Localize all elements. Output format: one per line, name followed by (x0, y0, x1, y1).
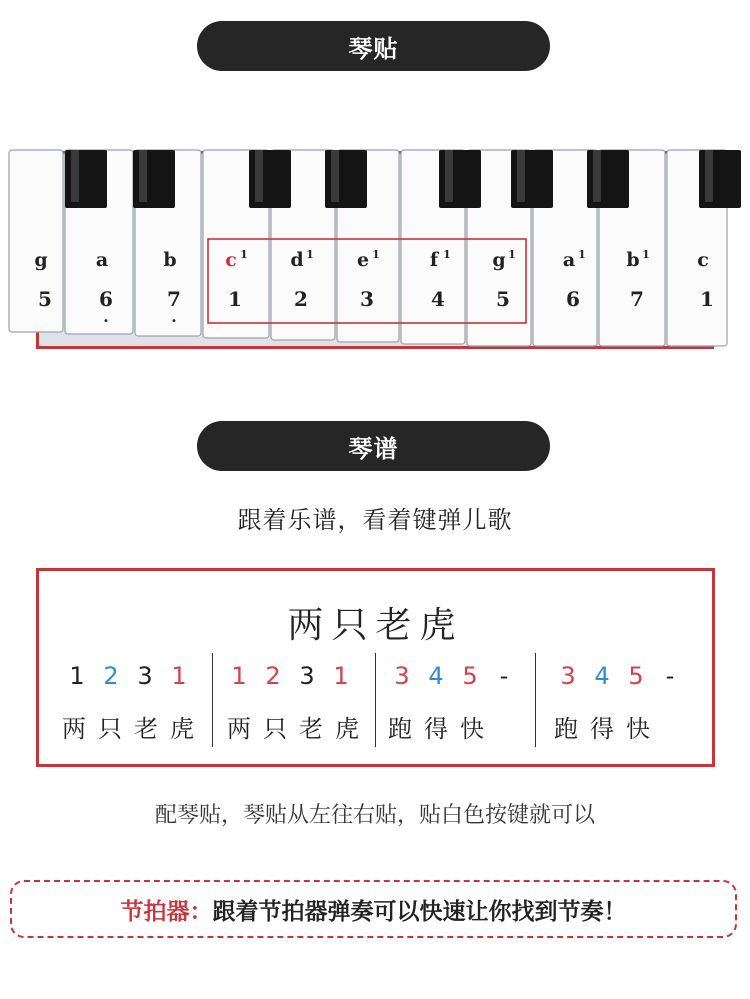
note: 1 (231, 662, 247, 690)
key-note-octave: 1 (578, 248, 586, 261)
black-key-highlight (71, 150, 79, 202)
key-note-letter: c (697, 249, 709, 271)
note: 1 (333, 662, 349, 690)
note: - (499, 662, 509, 690)
note: 4 (594, 662, 610, 690)
key-note-number: 1 (700, 287, 714, 311)
key-note-number: 5 (496, 287, 510, 311)
note: 4 (428, 662, 444, 690)
note: 3 (394, 662, 410, 690)
lyric: 虎 (170, 715, 194, 743)
black-key-highlight (517, 150, 525, 202)
lyric: 跑 (554, 715, 578, 743)
note: 3 (299, 662, 315, 690)
note: 3 (560, 662, 576, 690)
sheet-music-box (36, 568, 715, 767)
measure-2-lyrics (221, 709, 365, 744)
measure-3-notes (385, 662, 521, 690)
section-header-piano-score (197, 421, 550, 471)
keyboard-sticker-photo (36, 151, 714, 349)
note: - (665, 662, 675, 690)
lyric: 两 (227, 715, 251, 743)
lyric: 两 (62, 715, 86, 743)
key-note-number: 2 (294, 287, 308, 311)
black-key-highlight (705, 150, 713, 202)
key-note-letter: c (225, 249, 237, 271)
key-note-letter: g (34, 249, 48, 271)
key-note-octave: 1 (642, 248, 650, 261)
song-title: 两只老虎 (287, 605, 464, 646)
measure-1-notes (60, 662, 196, 690)
note: 5 (462, 662, 478, 690)
metronome-label: 节拍器： (120, 898, 213, 925)
bar-line (375, 653, 376, 747)
lyric: 老 (134, 715, 158, 743)
black-key-highlight (139, 150, 147, 202)
measure-2-notes (222, 662, 358, 690)
key-note-letter: b (163, 249, 177, 271)
measure-4-lyrics (548, 709, 656, 744)
lyric: 虎 (335, 715, 359, 743)
bar-line (535, 653, 536, 747)
key-note-number: 6 (566, 287, 580, 311)
keyboard-illustration (34, 154, 714, 346)
key-note-number: 7 (167, 287, 181, 311)
key-note-octave: 1 (508, 248, 516, 261)
white-key (9, 150, 63, 332)
key-note-number: 7 (630, 287, 644, 311)
key-note-letter: g (492, 249, 506, 271)
key-note-number: 6 (99, 287, 113, 311)
section-header-label: 琴贴 (348, 34, 399, 63)
lyric: 快 (460, 715, 484, 743)
measure-4-notes (551, 662, 687, 690)
key-note-letter: d (290, 249, 304, 271)
tagline: 跟着乐谱，看着键弹儿歌 (237, 506, 513, 534)
black-key-highlight (331, 150, 339, 202)
section-header-piano-sticker (197, 21, 550, 71)
key-note-number: 4 (431, 287, 445, 311)
key-note-letter: b (626, 249, 640, 271)
key-note-octave: 1 (372, 248, 380, 261)
note: 2 (265, 662, 281, 690)
instruction-text: 配琴贴，琴贴从左往右贴，贴白色按键就可以 (154, 803, 595, 828)
metronome-callout (10, 880, 737, 938)
note: 1 (69, 662, 85, 690)
lyric: 得 (424, 715, 448, 743)
key-note-octave: 1 (240, 248, 248, 261)
key-note-letter: f (429, 249, 439, 271)
section-header-label: 琴谱 (348, 434, 399, 463)
key-note-octave: 1 (443, 248, 451, 261)
lyric: 得 (590, 715, 614, 743)
lyric: 只 (98, 715, 122, 743)
black-key-highlight (445, 150, 453, 202)
key-note-letter: a (95, 249, 109, 271)
lyric: 只 (263, 715, 287, 743)
key-note-dot: • (171, 316, 177, 327)
lyric: 跑 (388, 715, 412, 743)
lyric: 快 (626, 715, 650, 743)
key-note-number: 3 (360, 287, 374, 311)
note: 2 (103, 662, 119, 690)
key-note-number: 5 (38, 287, 52, 311)
note: 1 (171, 662, 187, 690)
key-note-letter: e (356, 249, 370, 271)
metronome-text: 跟着节拍器弹奏可以快速让你找到节奏！ (212, 898, 627, 925)
black-key-highlight (255, 150, 263, 202)
lyric: 老 (299, 715, 323, 743)
note: 5 (628, 662, 644, 690)
black-key-highlight (593, 150, 601, 202)
key-note-number: 1 (228, 287, 242, 311)
key-note-dot: • (103, 316, 109, 327)
bar-line (212, 653, 213, 747)
key-note-octave: 1 (306, 248, 314, 261)
note: 3 (137, 662, 153, 690)
measure-1-lyrics (56, 709, 200, 744)
key-note-letter: a (562, 249, 576, 271)
measure-3-lyrics (382, 709, 490, 744)
